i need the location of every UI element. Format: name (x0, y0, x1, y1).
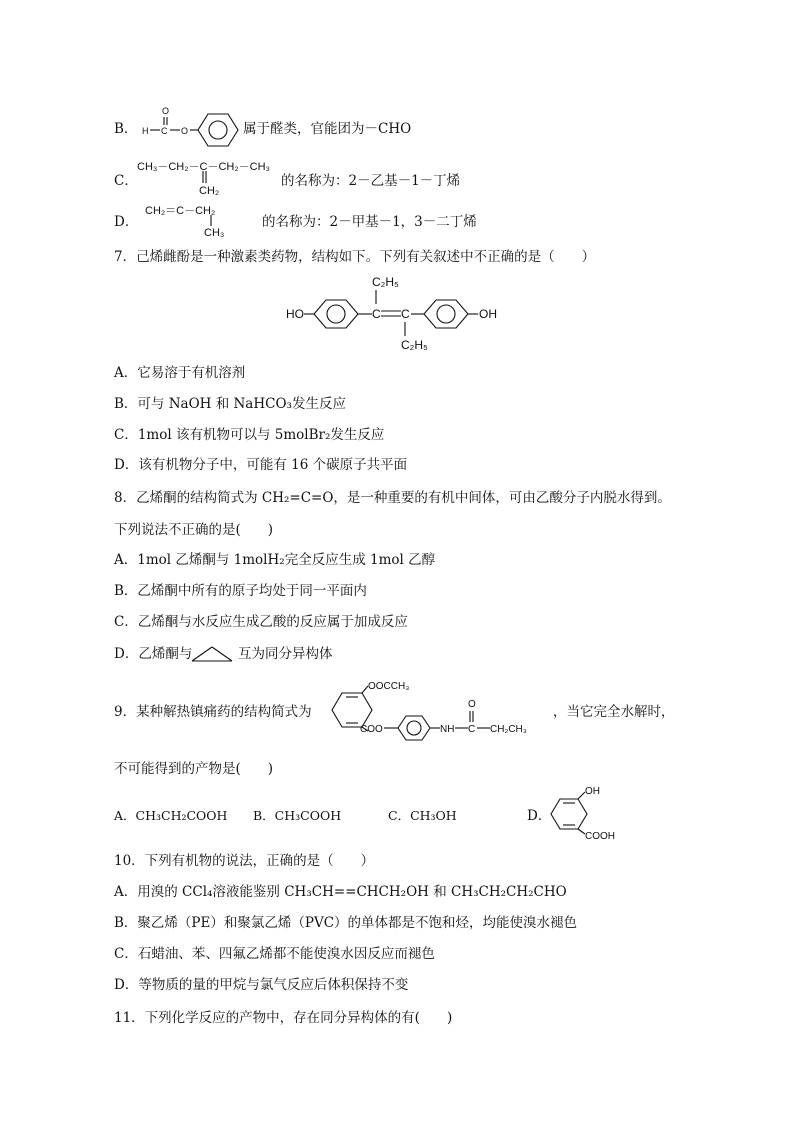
q9-option-c: C．CH₃OH (388, 808, 457, 823)
svg-text:HO: HO (286, 307, 304, 321)
q6-option-d-label: D． (114, 214, 139, 230)
q6-d-bond (207, 214, 217, 228)
svg-text:C: C (401, 307, 410, 321)
q8-option-d-suffix: 互为同分异构体 (238, 646, 333, 662)
q11-stem: 11．下列化学反应的产物中，存在同分异构体的有( ) (114, 1010, 453, 1026)
q9-option-a: A．CH₃CH₂COOH (114, 808, 228, 823)
q8-option-b: B．乙烯酮中所有的原子均处于同一平面内 (114, 583, 367, 599)
q9-stem-line2: 不可能得到的产物是( ) (114, 761, 274, 777)
svg-text:COOH: COOH (585, 831, 615, 842)
q7-stem: 7．己烯雌酚是一种激素类药物，结构如下。下列有关叙述中不正确的是（ ） (114, 249, 596, 265)
q6-option-c-text: 的名称为：2－乙基－1－丁烯 (281, 173, 461, 189)
svg-text:OH: OH (585, 786, 600, 797)
q9-option-d-label: D． (527, 808, 552, 824)
q6-option-b-text: 属于醛类，官能团为－CHO (243, 121, 412, 137)
svg-text:C: C (468, 724, 476, 735)
q9-salicylic-acid-structure (545, 782, 625, 844)
svg-text:C: C (372, 307, 381, 321)
svg-text:NH: NH (440, 724, 455, 735)
svg-text:O: O (162, 106, 170, 116)
q6-option-c-label: C． (114, 173, 138, 189)
q7-option-c: C．1mol 该有机物可以与 5molBr₂发生反应 (114, 427, 385, 443)
svg-text:COO: COO (360, 724, 383, 735)
q6-option-b-label: B． (114, 121, 138, 137)
q6-c-double-bond (200, 170, 210, 186)
q7-option-b: B．可与 NaOH 和 NaHCO₃发生反应 (114, 396, 346, 412)
q9-stem-prefix: 9．某种解热镇痛药的结构简式为 (114, 704, 312, 720)
q7-option-a: A．它易溶于有机溶剂 (114, 365, 246, 381)
q10-option-c: C．石蜡油、苯、四氟乙烯都不能使溴水因反应而褪色 (114, 946, 435, 962)
q6-d-formula-top: CH₂＝C－CH₂ (145, 205, 216, 217)
q8-option-d-prefix: D．乙烯酮与 (114, 646, 193, 662)
q8-option-a: A．1mol 乙烯酮与 1molH₂完全反应生成 1mol 乙醇 (114, 552, 436, 568)
svg-text:C: C (161, 126, 168, 136)
svg-text:C₂H₅: C₂H₅ (372, 275, 399, 289)
q6-b-formate-structure (140, 100, 250, 150)
svg-text:CH₂CH₃: CH₂CH₃ (490, 724, 527, 735)
q6-d-formula-bottom: CH₃ (204, 227, 225, 239)
q6-option-d-text: 的名称为：2－甲基－1，3－二丁烯 (262, 214, 477, 230)
q10-option-d: D．等物质的量的甲烷与氯气反应后体积保持不变 (114, 977, 409, 993)
svg-text:OOCCH₃: OOCCH₃ (368, 681, 410, 692)
svg-text:OH: OH (479, 307, 497, 321)
q8-ethylene-oxide-structure (190, 643, 236, 665)
q6-c-formula-top: CH₃－CH₂－C－CH₂－CH₃ (137, 161, 270, 173)
svg-text:O: O (181, 126, 189, 136)
q9-stem-suffix: ，当它完全水解时， (553, 704, 675, 720)
q6-c-formula-bottom: CH₂ (199, 185, 220, 197)
q7-option-d: D．该有机物分子中，可能有 16 个碳原子共平面 (114, 457, 408, 473)
svg-text:H: H (142, 126, 149, 136)
q10-option-b: B．聚乙烯（PE）和聚氯乙烯（PVC）的单体都是不饱和烃，均能使溴水褪色 (114, 915, 578, 931)
q8-stem-line2: 下列说法不正确的是( ) (114, 522, 274, 538)
svg-text:C₂H₅: C₂H₅ (401, 338, 428, 352)
q8-option-c: C．乙烯酮与水反应生成乙酸的反应属于加成反应 (114, 614, 408, 630)
q8-stem-line1: 8．乙烯酮的结构简式为 CH₂=C=O，是一种重要的有机中间体，可由乙酸分子内脱水得到。 (114, 490, 671, 506)
q10-stem: 10．下列有机物的说法，正确的是（ ） (114, 853, 375, 869)
q9-drug-structure (322, 676, 548, 748)
q10-option-a: A．用溴的 CCl₄溶液能鉴别 CH₃CH==CHCH₂OH 和 CH₃CH₂CH₂CHO (114, 884, 567, 900)
q9-option-b: B．CH₃COOH (253, 808, 342, 823)
q7-diethylstilbestrol-structure (280, 272, 520, 356)
svg-text:O: O (468, 699, 476, 710)
